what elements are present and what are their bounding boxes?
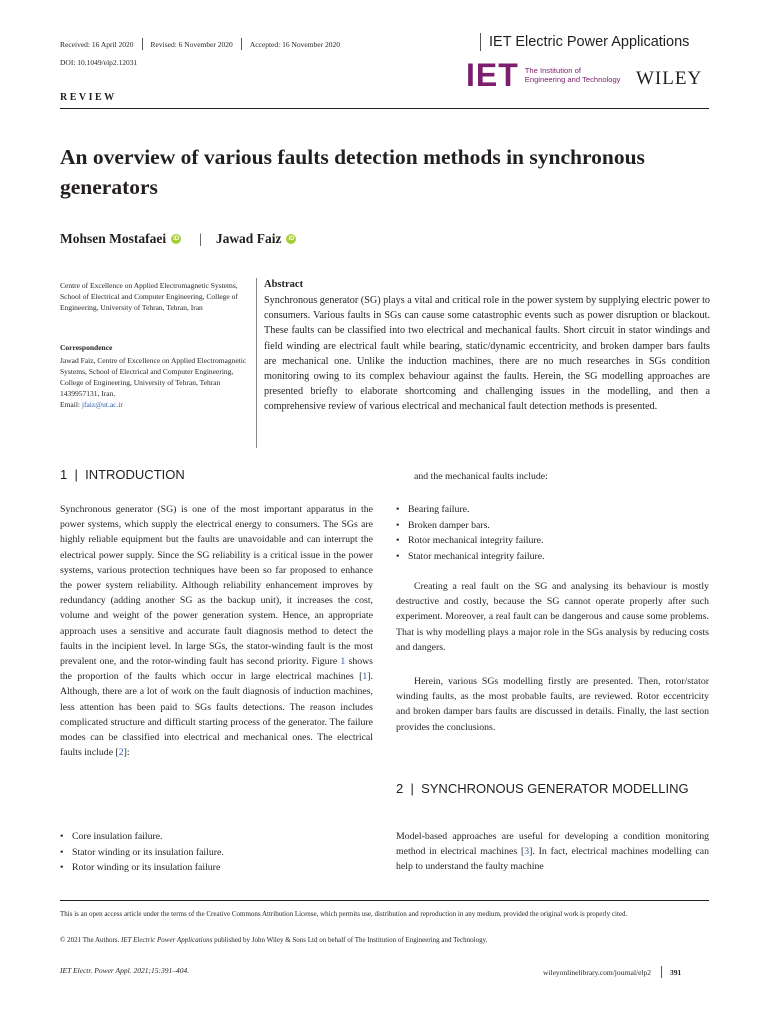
journal-url[interactable]: wileyonlinelibrary.com/journal/elp2 — [543, 967, 652, 977]
divider — [480, 33, 481, 51]
citation-link[interactable]: 1 — [362, 671, 368, 683]
electrical-faults-list — [60, 829, 373, 876]
paragraph: Model-based approaches are useful for developing a condition monitoring method in electrical machines [3]. In fact, electrical machines modelling can help to understand the faulty machine — [396, 831, 709, 873]
divider — [142, 38, 143, 50]
intro-paragraph: Synchronous generator (SG) is one of the most important apparatus in the power systems, which supply the electrical energy to consumers. The SGs are highly reliable equipment but the faults are unavoidable and can interrupt the electrical power supply. Since the SG reliability is a critical issue in the power systems, various protection techniques have been so far proposed to enhance the power system reliability. Although reliability enhancement improves by redundancy (adding another SG as the backup unit), it increases the cost, volume and weight of the power generation system. Hence, an appropriate approach uses a sensitive and accurate fault diagnosis method to detect the faults in the incipient level. In large SGs, the stator-winding fault is the most prevalent one, and the rotor-winding fault has second priority. Figure 1 shows the proportion of the faults which occur in large electrical machines [1]. Although, there are a lot of work on the fault diagnosis of induction machines, less attention has been paid to SGs faults detections. The reason includes complicated structure and difficult starting process of the generator. The failure modes can be classified into electrical and mechanical ones. The electrical faults include [2]: — [60, 504, 373, 759]
journal-name[interactable]: IET Electric Power Applications — [489, 34, 690, 50]
article-type: REVIEW — [60, 92, 117, 103]
author-name[interactable]: Mohsen Mostafaei — [60, 231, 167, 246]
doi[interactable]: DOI: 10.1049/elp2.12031 — [60, 58, 138, 67]
mechanical-faults-list — [396, 502, 710, 564]
list-item: • Bearing failure. — [396, 502, 710, 518]
section-heading: 2 | SYNCHRONOUS GENERATOR MODELLING — [396, 781, 689, 796]
article-title: An overview of various faults detection methods in synchronous generators — [60, 145, 645, 199]
divider — [241, 38, 242, 50]
abstract-text: Synchronous generator (SG) plays a vital and critical role in the power system by supplying electric power to consumers. Various faults in SGs can cause some catastrophic events such as power disruption or blackout. These faults can be classified into two electrical and mechanical faults. Short circuit in stator windings and field winding are electrical fault while bearing, static/dynamic eccentricity, and broken damper bars faults are mechanical one. Unlike the induction machines, there are no much researches in SGs condition monitoring owing to its complex behaviour against the faults. Herein, the SG modelling approaches are presented briefly to elaborate shortcoming and challenging issues in the modelling, and then a comprehensive review of various electrical and mechanical fault detection methods is presented. — [264, 295, 710, 413]
paragraph: Creating a real fault on the SG and analysing its behaviour is mostly destructive and costly, because the SG cannot operate properly after such experiment. Moreover, a real fault can be dangerous and cause some problems. That is why modelling plays a major role in the SGs analysis by reducing costs and dangers. — [396, 581, 709, 653]
correspondence: Jawad Faiz, Centre of Excellence on Applied Electromagnetic Systems, School of Electrical and Computer Engineering, College of Engineering, University of Tehran, Tehran 1439957131, Iran. Email: jfaiz@ut.ac.ir — [60, 356, 247, 409]
divider — [661, 966, 662, 978]
mechanical-faults-intro: and the mechanical faults include: — [414, 471, 548, 482]
page-number: 391 — [670, 967, 682, 977]
citation-link[interactable]: 3 — [524, 846, 530, 858]
author-separator: | — [199, 231, 202, 246]
journal-header — [480, 33, 689, 51]
list-item: • Stator winding or its insulation failure. — [60, 845, 373, 861]
list-item: • Broken damper bars. — [396, 518, 710, 534]
footer-right — [543, 966, 681, 978]
abstract-heading: Abstract — [264, 279, 304, 290]
received-date: Received: 16 April 2020 — [60, 39, 134, 49]
copyright: © 2021 The Authors. IET Electric Power Applications published by John Wiley & Sons Ltd on behalf of The Institution of Engineering and Technology. — [60, 936, 488, 944]
email-link[interactable]: jfaiz@ut.ac.ir — [81, 400, 123, 409]
iet-logo-letters: IET — [466, 57, 519, 93]
revised-date: Revised: 6 November 2020 — [150, 39, 233, 49]
author-list — [60, 231, 296, 247]
orcid-icon[interactable]: iD — [288, 236, 295, 242]
figure-link[interactable]: 1 — [340, 656, 346, 668]
accepted-date: Accepted: 16 November 2020 — [249, 39, 340, 49]
email-label: Email: — [60, 400, 80, 409]
iet-logo[interactable] — [466, 57, 621, 93]
list-item: • Rotor winding or its insulation failure — [60, 860, 373, 876]
footer-rule — [60, 900, 709, 901]
abstract-divider — [256, 278, 257, 448]
wiley-logo[interactable]: WILEY — [636, 68, 703, 89]
list-item: • Rotor mechanical integrity failure. — [396, 533, 710, 549]
license-text: This is an open access article under the terms of the Creative Commons Attribution License, which permits use, distribution and reproduction in any medium, provided the original work is properly cited. — [60, 910, 628, 918]
section-heading: 1 | INTRODUCTION — [60, 467, 185, 482]
header-rule — [60, 108, 709, 109]
correspondence-heading: Correspondence — [60, 343, 113, 352]
orcid-icon[interactable]: iD — [173, 236, 180, 242]
citation-info: IET Electr. Power Appl. 2021;15:391–404. — [60, 966, 190, 975]
iet-logo-institution: The Institution of Engineering and Technology — [524, 66, 621, 84]
list-item: • Stator mechanical integrity failure. — [396, 549, 710, 565]
paragraph: Herein, various SGs modelling firstly are presented. Then, rotor/stator winding faults, as the most probable faults, are reviewed. Rotor eccentricity and broken damper bars faults are discussed in details. Finally, the last section provides the conclusions. — [396, 676, 709, 733]
affiliation: Centre of Excellence on Applied Electromagnetic Systems, School of Electrical and Computer Engineering, College of Engineering, University of Tehran, Tehran, Iran — [60, 281, 238, 312]
list-item: • Core insulation failure. — [60, 829, 373, 845]
author-name[interactable]: Jawad Faiz — [215, 231, 282, 246]
citation-link[interactable]: 2 — [118, 747, 124, 759]
article-dates — [60, 38, 340, 50]
